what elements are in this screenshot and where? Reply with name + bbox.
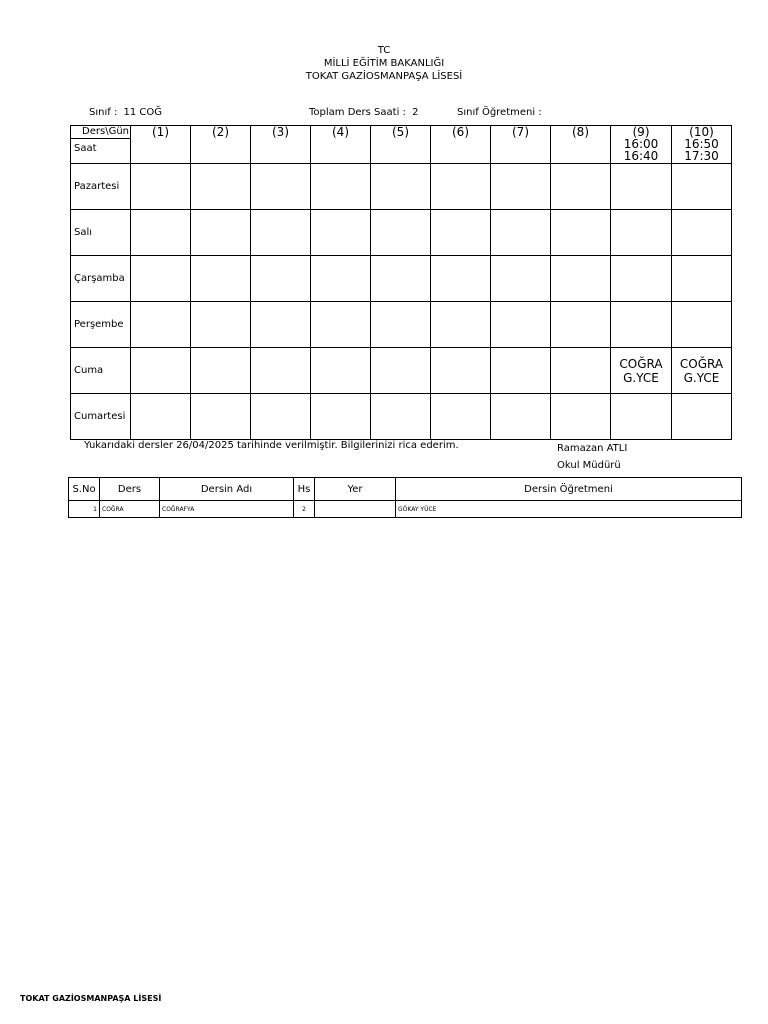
period-label: (1) bbox=[152, 125, 169, 139]
course-list-header-row bbox=[69, 478, 742, 501]
period-label: (7) bbox=[512, 125, 529, 139]
day-row bbox=[71, 164, 732, 210]
lesson-cell bbox=[672, 302, 732, 348]
lesson-cell bbox=[191, 348, 251, 394]
lesson-cell bbox=[251, 348, 311, 394]
col-header-name: Dersin Adı bbox=[160, 478, 294, 501]
day-row bbox=[71, 210, 732, 256]
header-ministry: MİLLİ EĞİTİM BAKANLIĞI bbox=[323, 58, 445, 69]
lesson-cell bbox=[672, 394, 732, 440]
lesson-cell: COĞRA G.YCE bbox=[672, 348, 732, 394]
col-header-sno: S.No bbox=[69, 478, 100, 501]
period-header bbox=[431, 126, 491, 164]
course-name: COĞRAFYA bbox=[160, 501, 294, 518]
total-hours-info bbox=[309, 107, 418, 118]
principal-title: Okul Müdürü bbox=[557, 460, 621, 471]
lesson-cell bbox=[491, 302, 551, 348]
lesson-cell bbox=[672, 256, 732, 302]
period-label: (4) bbox=[332, 125, 349, 139]
lesson-cell bbox=[611, 394, 672, 440]
total-hours-value: 2 bbox=[412, 107, 419, 118]
lesson-cell bbox=[431, 394, 491, 440]
period-header bbox=[611, 126, 672, 164]
course-number: 1 bbox=[69, 501, 100, 518]
schedule-header-row bbox=[71, 126, 732, 164]
header-country: TC bbox=[377, 45, 391, 56]
col-header-place: Yer bbox=[315, 478, 396, 501]
lesson-cell bbox=[551, 164, 611, 210]
col-header-code: Ders bbox=[100, 478, 160, 501]
period-header bbox=[491, 126, 551, 164]
lesson-cell bbox=[251, 210, 311, 256]
period-header bbox=[311, 126, 371, 164]
lesson-cell bbox=[311, 302, 371, 348]
header-school: TOKAT GAZİOSMANPAŞA LİSESİ bbox=[305, 71, 463, 82]
lesson-cell bbox=[551, 348, 611, 394]
course-teacher: GÖKAY YÜCE bbox=[396, 501, 742, 518]
lesson-cell bbox=[311, 210, 371, 256]
class-teacher-label: Sınıf Öğretmeni : bbox=[457, 107, 542, 118]
lesson-cell bbox=[251, 302, 311, 348]
lesson-cell bbox=[131, 348, 191, 394]
lesson-cell bbox=[131, 302, 191, 348]
lesson-cell bbox=[431, 164, 491, 210]
day-name: Perşembe bbox=[71, 302, 131, 348]
corner-day-label: Ders\Gün bbox=[71, 126, 130, 139]
lesson-cell bbox=[611, 302, 672, 348]
lesson-cell bbox=[611, 164, 672, 210]
period-start-time: 16:00 bbox=[623, 137, 659, 151]
lesson-cell bbox=[611, 256, 672, 302]
period-end-time: 16:40 bbox=[623, 149, 659, 163]
day-name: Pazartesi bbox=[71, 164, 131, 210]
lesson-cell bbox=[491, 348, 551, 394]
period-end-time: 17:30 bbox=[684, 149, 719, 163]
period-label: (10) bbox=[689, 125, 714, 139]
lesson-cell bbox=[431, 256, 491, 302]
day-row bbox=[71, 348, 732, 394]
col-header-hours: Hs bbox=[294, 478, 315, 501]
course-hours: 2 bbox=[294, 501, 315, 518]
course-list-table bbox=[68, 477, 742, 518]
lesson-cell bbox=[551, 302, 611, 348]
lesson-cell bbox=[611, 210, 672, 256]
lesson-cell bbox=[191, 302, 251, 348]
lesson-cell bbox=[491, 256, 551, 302]
lesson-cell bbox=[191, 164, 251, 210]
principal-signature bbox=[557, 440, 627, 474]
lesson-cell bbox=[191, 210, 251, 256]
lesson-cell: COĞRA G.YCE bbox=[611, 348, 672, 394]
lesson-cell bbox=[672, 210, 732, 256]
lesson-cell bbox=[371, 210, 431, 256]
lesson-cell bbox=[491, 164, 551, 210]
lesson-cell bbox=[251, 394, 311, 440]
schedule-note: Yukarıdaki dersler 26/04/2025 tarihinde verilmiştir. Bilgilerinizi rica ederim. bbox=[84, 440, 459, 451]
schedule-table bbox=[70, 125, 732, 440]
lesson-cell bbox=[431, 210, 491, 256]
period-header bbox=[251, 126, 311, 164]
lesson-cell bbox=[371, 302, 431, 348]
period-header bbox=[672, 126, 732, 164]
period-header bbox=[191, 126, 251, 164]
lesson-cell bbox=[251, 164, 311, 210]
lesson-cell bbox=[311, 256, 371, 302]
lesson-cell bbox=[672, 164, 732, 210]
class-label: Sınıf : bbox=[89, 107, 118, 118]
day-row bbox=[71, 256, 732, 302]
lesson-cell bbox=[251, 256, 311, 302]
lesson-cell bbox=[371, 164, 431, 210]
period-label: (6) bbox=[452, 125, 469, 139]
day-name: Cumartesi bbox=[71, 394, 131, 440]
lesson-cell bbox=[551, 210, 611, 256]
col-header-teacher: Dersin Öğretmeni bbox=[396, 478, 742, 501]
period-label: (3) bbox=[272, 125, 289, 139]
period-label: (2) bbox=[212, 125, 229, 139]
footer-school-name: TOKAT GAZİOSMANPAŞA LİSESİ bbox=[20, 994, 162, 1003]
lesson-cell bbox=[431, 348, 491, 394]
period-label: (9) bbox=[632, 125, 650, 139]
lesson-cell bbox=[191, 394, 251, 440]
total-hours-label: Toplam Ders Saati : bbox=[309, 107, 406, 118]
course-code: COĞRA bbox=[100, 501, 160, 518]
class-info bbox=[89, 107, 162, 118]
lesson-cell bbox=[491, 210, 551, 256]
day-row bbox=[71, 394, 732, 440]
lesson-cell bbox=[491, 394, 551, 440]
period-header bbox=[131, 126, 191, 164]
course-place bbox=[315, 501, 396, 518]
period-header bbox=[371, 126, 431, 164]
day-name: Salı bbox=[71, 210, 131, 256]
lesson-cell bbox=[131, 394, 191, 440]
lesson-cell bbox=[431, 302, 491, 348]
lesson-cell bbox=[551, 256, 611, 302]
lesson-cell bbox=[311, 394, 371, 440]
document-header bbox=[0, 44, 768, 83]
period-label: (5) bbox=[392, 125, 409, 139]
class-value: 11 COĞ bbox=[123, 107, 163, 118]
lesson-cell bbox=[551, 394, 611, 440]
corner-hour-label: Saat bbox=[74, 143, 97, 154]
principal-name: Ramazan ATLI bbox=[557, 443, 628, 454]
day-row bbox=[71, 302, 732, 348]
lesson-cell bbox=[131, 164, 191, 210]
day-name: Çarşamba bbox=[71, 256, 131, 302]
period-label: (8) bbox=[572, 125, 589, 139]
lesson-cell bbox=[311, 348, 371, 394]
period-start-time: 16:50 bbox=[684, 137, 719, 151]
period-header bbox=[551, 126, 611, 164]
table-row bbox=[69, 501, 742, 518]
day-name: Cuma bbox=[71, 348, 131, 394]
lesson-cell bbox=[131, 210, 191, 256]
lesson-cell bbox=[371, 394, 431, 440]
schedule-corner-cell bbox=[71, 126, 131, 164]
class-teacher-info bbox=[457, 107, 542, 118]
lesson-cell bbox=[371, 348, 431, 394]
lesson-cell bbox=[371, 256, 431, 302]
lesson-cell bbox=[191, 256, 251, 302]
lesson-cell bbox=[311, 164, 371, 210]
lesson-cell bbox=[131, 256, 191, 302]
